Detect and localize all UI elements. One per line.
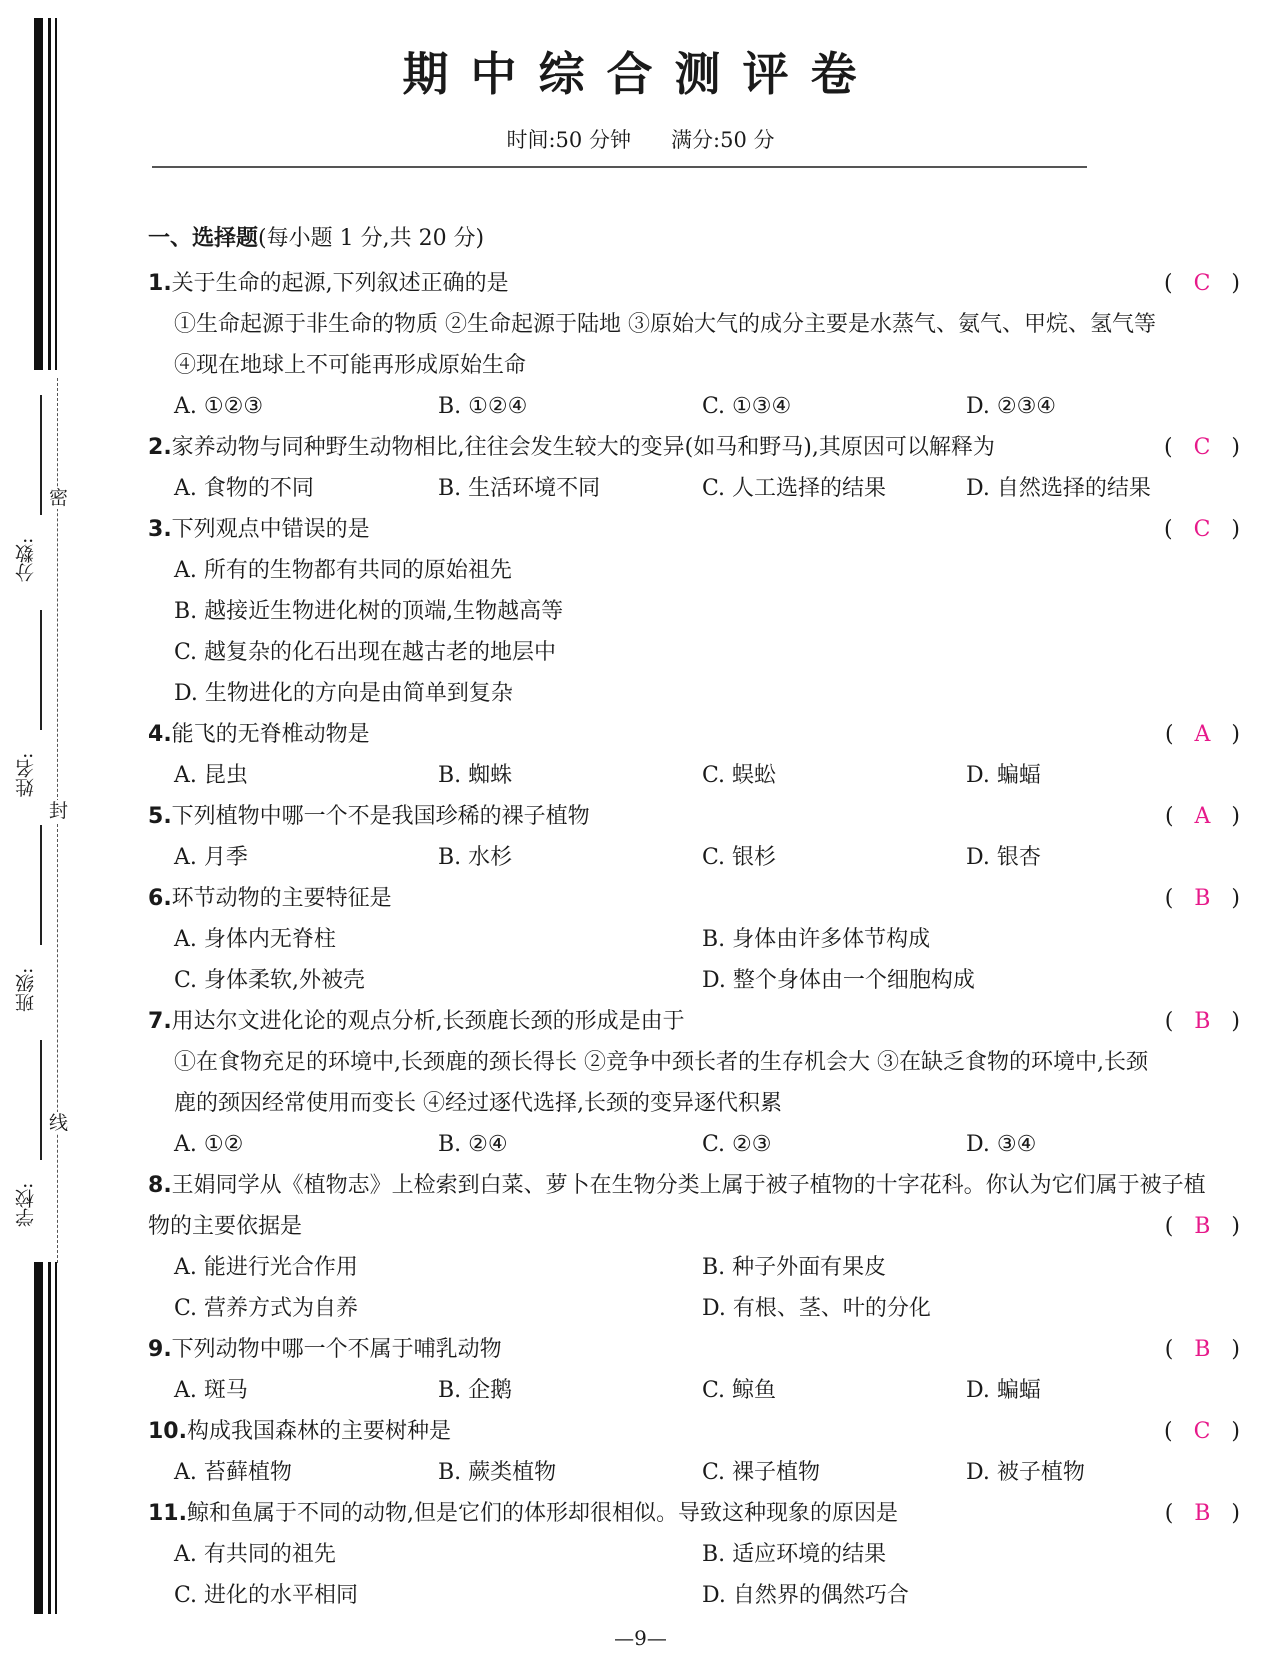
option-row (148, 1124, 1248, 1165)
question-number-dot: . (163, 271, 172, 296)
question-number-dot: . (163, 517, 172, 542)
answer-blank[interactable]: ( B ) (1164, 886, 1240, 911)
question-statement: C. 越复杂的化石出现在越古老的地层中 (174, 640, 557, 665)
option-choice[interactable]: B. 蕨类植物 (438, 1460, 557, 1485)
question-number-dot: . (163, 886, 172, 911)
question-text: 下列动物中哪一个不属于哺乳动物 (171, 1337, 502, 1362)
question-number: 5 (148, 804, 164, 829)
answer-value: C (1193, 435, 1211, 460)
option-choice[interactable]: C. ②③ (702, 1132, 772, 1157)
question-number: 2 (148, 435, 164, 460)
answer-blank[interactable]: ( B ) (1164, 1009, 1240, 1034)
question-number: 9 (148, 1337, 164, 1362)
option-row (148, 1452, 1248, 1493)
answer-blank[interactable]: ( B ) (1164, 1214, 1240, 1239)
question-stem (148, 878, 1248, 919)
page-title: 期中综合测评卷 (402, 47, 879, 101)
question-number-dot: . (163, 1009, 172, 1034)
section-title: 一、选择题 (148, 226, 259, 251)
option-choice[interactable]: C. 人工选择的结果 (702, 476, 887, 501)
option-choice[interactable]: A. 有共同的祖先 (174, 1542, 336, 1567)
answer-value: C (1193, 1419, 1211, 1444)
answer-value: A (1194, 722, 1211, 747)
option-choice[interactable]: D. 蝙蝠 (966, 763, 1041, 788)
option-row (148, 1575, 1248, 1616)
question-text: 用达尔文进化论的观点分析,长颈鹿长颈的形成是由于 (171, 1009, 685, 1034)
binding-bar-bottom-thin-2 (55, 1262, 57, 1614)
question-stem (148, 1411, 1248, 1452)
question-number: 7 (148, 1009, 164, 1034)
option-choice[interactable]: C. 身体柔软,外被壳 (174, 968, 366, 993)
option-row (148, 468, 1248, 509)
question-stem (148, 1493, 1248, 1534)
option-choice[interactable]: D. 蝙蝠 (966, 1378, 1041, 1403)
question-stem (148, 796, 1248, 837)
option-choice[interactable]: C. 营养方式为自养 (174, 1296, 359, 1321)
question-stem (148, 509, 1248, 550)
question-text: 家养动物与同种野生动物相比,往往会发生较大的变异(如马和野马),其原因可以解释为 (171, 435, 995, 460)
option-choice[interactable]: C. 蜈蚣 (702, 763, 777, 788)
question-text: 下列植物中哪一个不是我国珍稀的裸子植物 (171, 804, 590, 829)
question-list (148, 222, 1248, 1616)
option-row (148, 1370, 1248, 1411)
option-choice[interactable]: B. ①②④ (438, 394, 528, 419)
answer-blank[interactable]: ( B ) (1164, 1337, 1240, 1362)
question-stem-text (148, 1329, 502, 1370)
section-heading (148, 222, 1248, 255)
field-blank-class (40, 825, 42, 945)
question-number-dot: . (163, 722, 172, 747)
question-statement: ①在食物充足的环境中,长颈鹿的颈长得长 ②竞争中颈长者的生存机会大 ③在缺乏食物的环境中,长颈 (174, 1050, 1148, 1075)
question-text: 构成我国森林的主要树种是 (186, 1419, 451, 1444)
question-statement: D. 生物进化的方向是由简单到复杂 (174, 681, 513, 706)
option-choice[interactable]: D. 整个身体由一个细胞构成 (702, 968, 975, 993)
answer-blank[interactable]: ( B ) (1164, 1501, 1240, 1526)
question-stem (148, 427, 1248, 468)
option-choice[interactable]: A. 能进行光合作用 (174, 1255, 358, 1280)
answer-value: B (1194, 1009, 1211, 1034)
question-text: 环节动物的主要特征是 (171, 886, 392, 911)
option-choice[interactable]: A. 月季 (174, 845, 248, 870)
answer-blank[interactable]: ( C ) (1164, 271, 1240, 296)
question-stem (148, 263, 1248, 304)
header-divider (152, 166, 1087, 168)
question-text: 能飞的无脊椎动物是 (171, 722, 370, 747)
questions-container (148, 263, 1248, 1616)
question-stem-text (148, 1165, 1206, 1206)
question-stem-text (148, 509, 370, 550)
question-statement: ④现在地球上不可能再形成原始生命 (174, 353, 527, 378)
question-stem-continued (148, 1206, 1248, 1247)
answer-blank[interactable]: ( C ) (1164, 1419, 1240, 1444)
seal-char-mi: 密 (49, 487, 69, 509)
answer-value: B (1194, 1214, 1211, 1239)
option-choice[interactable]: D. ③④ (966, 1132, 1037, 1157)
option-choice[interactable]: D. 自然选择的结果 (966, 476, 1151, 501)
question-number-dot: . (163, 435, 172, 460)
question-text: 下列观点中错误的是 (171, 517, 370, 542)
answer-value: B (1194, 1501, 1211, 1526)
question-text: 关于生命的起源,下列叙述正确的是 (171, 271, 509, 296)
option-choice[interactable]: A. 斑马 (174, 1378, 248, 1403)
question-statement: 鹿的颈因经常使用而变长 ④经过逐代选择,长颈的变异逐代积累 (174, 1091, 782, 1116)
question-statement: B. 越接近生物进化树的顶端,生物越高等 (174, 599, 564, 624)
field-blank-score (40, 395, 42, 515)
option-row (148, 386, 1248, 427)
binding-bar-bottom-thick (34, 1262, 43, 1614)
option-choice[interactable]: B. 企鹅 (438, 1378, 513, 1403)
question-number-dot: . (163, 1173, 172, 1198)
answer-value: B (1194, 886, 1211, 911)
question-statement: A. 所有的生物都有共同的原始祖先 (174, 558, 512, 583)
option-choice[interactable]: B. 生活环境不同 (438, 476, 601, 501)
question-number: 4 (148, 722, 164, 747)
answer-blank[interactable]: ( C ) (1164, 435, 1240, 460)
option-choice[interactable]: D. ②③④ (966, 394, 1057, 419)
question-stem (148, 1329, 1248, 1370)
question-statement: ①生命起源于非生命的物质 ②生命起源于陆地 ③原始大气的成分主要是水蒸气、氨气、甲烷、氢气等 (174, 312, 1156, 337)
question-stem-text (148, 714, 370, 755)
option-choice[interactable]: B. 身体由许多体节构成 (702, 927, 931, 952)
option-row (148, 919, 1248, 960)
option-choice[interactable]: B. 适应环境的结果 (702, 1542, 887, 1567)
question-stem-text (148, 1493, 898, 1534)
option-choice[interactable]: A. 身体内无脊柱 (174, 927, 336, 952)
option-choice[interactable]: B. 水杉 (438, 845, 513, 870)
question-text: 鲸和鱼属于不同的动物,但是它们的体形却很相似。导致这种现象的原因是 (186, 1501, 898, 1526)
option-choice[interactable]: B. 种子外面有果皮 (702, 1255, 887, 1280)
option-choice[interactable]: C. ①③④ (702, 394, 792, 419)
question-stem-text (148, 263, 509, 304)
option-choice[interactable]: D. 被子植物 (966, 1460, 1085, 1485)
exam-time: 时间:50 分钟 (506, 128, 631, 152)
question-number: 1 (148, 271, 164, 296)
option-choice[interactable]: A. 苔藓植物 (174, 1460, 292, 1485)
option-choice[interactable]: A. ①②③ (174, 394, 264, 419)
question-stem (148, 714, 1248, 755)
answer-value: A (1194, 804, 1211, 829)
option-choice[interactable]: B. ②④ (438, 1132, 508, 1157)
answer-value: B (1194, 1337, 1211, 1362)
question-stem-text (148, 796, 590, 837)
exam-full-score: 满分:50 分 (671, 128, 775, 152)
option-choice[interactable]: D. 自然界的偶然巧合 (702, 1583, 909, 1608)
option-row (148, 1534, 1248, 1575)
question-number: 6 (148, 886, 164, 911)
question-stem-text (148, 427, 995, 468)
option-choice[interactable]: A. 昆虫 (174, 763, 248, 788)
question-stem (148, 1001, 1248, 1042)
field-label-school: 学校: (15, 1182, 37, 1228)
option-choice[interactable]: D. 有根、茎、叶的分化 (702, 1296, 931, 1321)
option-choice[interactable]: A. 食物的不同 (174, 476, 314, 501)
field-blank-school (40, 1040, 42, 1160)
option-choice[interactable]: C. 裸子植物 (702, 1460, 821, 1485)
question-number: 11 (148, 1501, 179, 1526)
answer-blank[interactable]: ( A ) (1164, 804, 1240, 829)
answer-blank[interactable]: ( A ) (1164, 722, 1240, 747)
option-row (148, 1247, 1248, 1288)
question-stem-text (148, 1001, 685, 1042)
section-note: (每小题 1 分,共 20 分) (258, 226, 485, 251)
option-choice[interactable]: C. 鲸鱼 (702, 1378, 777, 1403)
page-number: —9— (614, 1626, 667, 1650)
question-stem-text (148, 878, 392, 919)
option-row (148, 755, 1248, 796)
option-choice[interactable]: D. 银杏 (966, 845, 1041, 870)
seal-char-feng: 封 (49, 800, 69, 822)
field-blank-name (40, 610, 42, 730)
exam-meta (0, 124, 1281, 154)
option-row (148, 1288, 1248, 1329)
answer-blank[interactable]: ( C ) (1164, 517, 1240, 542)
seal-char-xian: 线 (49, 1112, 69, 1134)
question-number: 8 (148, 1173, 164, 1198)
question-stem-text (148, 1411, 451, 1452)
binding-bar-bottom-thin (48, 1262, 51, 1614)
field-label-class: 班级: (15, 967, 37, 1013)
question-text: 王娟同学从《植物志》上检索到白菜、萝卜在生物分类上属于被子植物的十字花科。你认为它们属于被子植 (171, 1173, 1206, 1198)
option-choice[interactable]: B. 蜘蛛 (438, 763, 513, 788)
answer-value: C (1193, 271, 1211, 296)
question-number-dot: . (163, 1337, 172, 1362)
option-row (148, 837, 1248, 878)
option-choice[interactable]: A. ①② (174, 1132, 244, 1157)
answer-value: C (1193, 517, 1211, 542)
question-number-dot: . (178, 1419, 187, 1444)
question-number-dot: . (178, 1501, 187, 1526)
field-label-score: 分数: (15, 537, 37, 583)
option-choice[interactable]: C. 进化的水平相同 (174, 1583, 359, 1608)
question-number: 3 (148, 517, 164, 542)
option-choice[interactable]: C. 银杉 (702, 845, 777, 870)
question-number: 10 (148, 1419, 179, 1444)
field-label-name: 姓名: (15, 752, 37, 798)
question-number-dot: . (163, 804, 172, 829)
question-text-continued: 物的主要依据是 (148, 1214, 303, 1239)
question-stem (148, 1165, 1248, 1206)
option-row (148, 960, 1248, 1001)
